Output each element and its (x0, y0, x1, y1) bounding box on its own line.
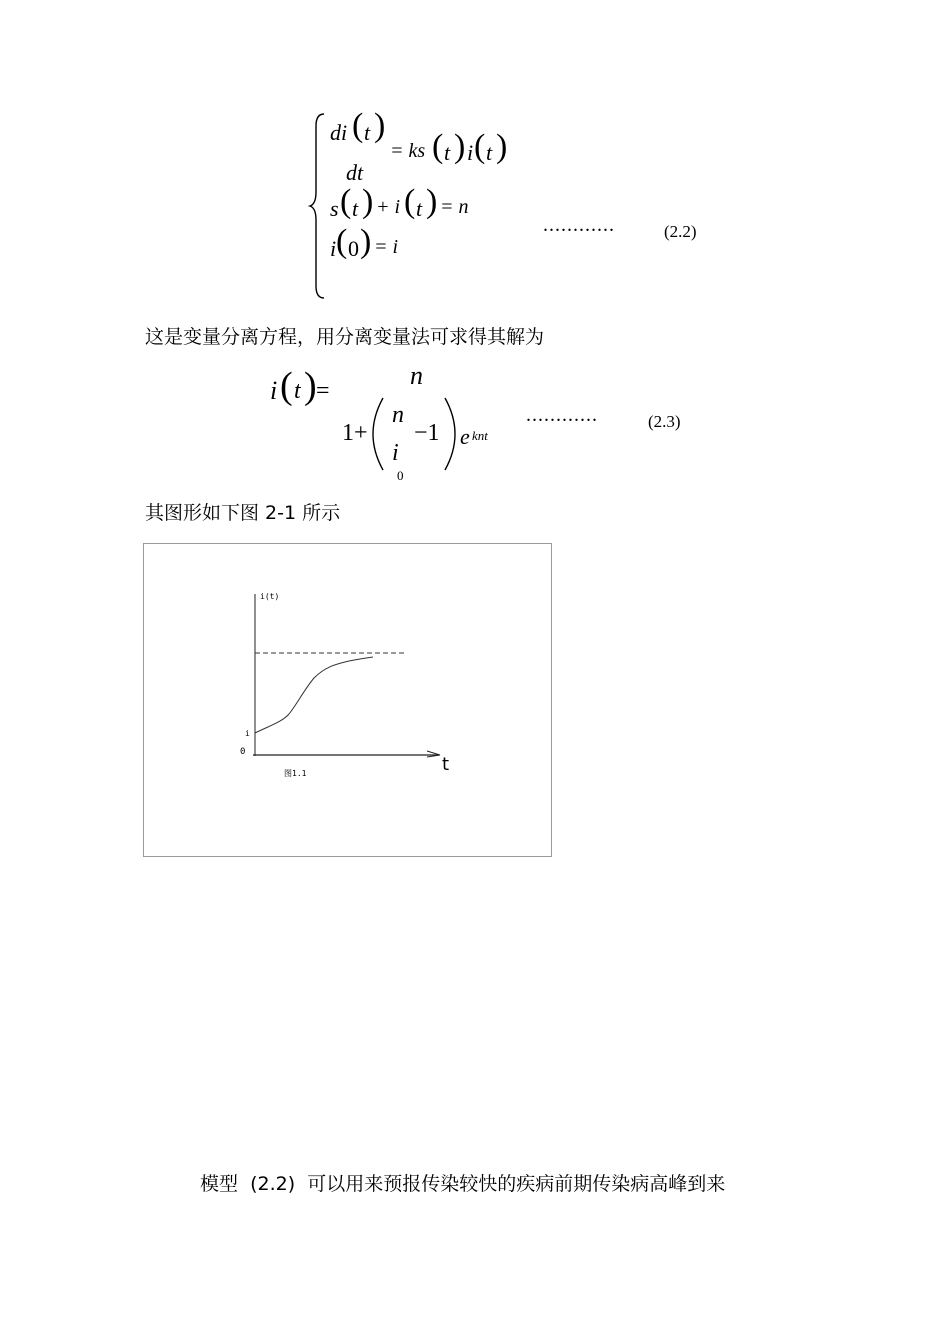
eq22-plus-i: + i (376, 196, 401, 218)
y-tick-i: i (245, 729, 250, 738)
eq23-eq: = (316, 378, 330, 404)
paren-open: ( (340, 183, 352, 220)
eq23-label: (2.3) (648, 412, 681, 431)
paren-close: ) (454, 128, 466, 165)
eq22-eq-n: = n (440, 196, 469, 218)
eq22-rhs-t2: t (486, 140, 493, 165)
eq22-di: di (330, 120, 348, 145)
eq23-one-plus: 1+ (342, 420, 368, 446)
paren-open: ( (336, 223, 348, 260)
x-axis-arrow (427, 751, 440, 757)
origin-label: 0 (240, 747, 246, 757)
eq22-t: t (364, 120, 371, 145)
figure-caption: 图1.1 (284, 769, 307, 778)
eq23-inner-sub: 0 (397, 468, 404, 483)
y-axis-label: i(t) (260, 592, 280, 601)
eq23-minus-one: −1 (414, 420, 440, 446)
paren-close: ) (304, 365, 317, 407)
paren-open: ( (474, 128, 486, 165)
eq22-s-t: t (352, 196, 359, 221)
paren-close: ) (360, 223, 372, 260)
eq23-lhs-i: i (270, 376, 278, 405)
x-axis-label: t (442, 754, 450, 775)
eq23-inner-i: i (392, 440, 399, 466)
infection-curve (255, 657, 373, 733)
eq22-rhs-i: i (467, 140, 474, 165)
eq23-e: e (460, 424, 470, 449)
eq22-paren-open: ( (352, 107, 364, 144)
eq22-rhs-t1: t (444, 140, 451, 165)
eq22-dt: dt (346, 160, 364, 185)
left-brace (308, 112, 328, 302)
paragraph-solution-intro: 这是变量分离方程，用分离变量法可求得其解为 (145, 326, 545, 348)
eq22-rhs: = ks (390, 140, 426, 162)
figure-2-1 (143, 543, 552, 857)
paren-close: ) (426, 183, 438, 220)
eq23-big-paren-left (370, 396, 386, 472)
eq22-s: s (330, 196, 339, 221)
eq23-numerator: n (410, 361, 423, 390)
eq23-big-paren-right (442, 396, 458, 472)
eq23-exponent: knt (472, 428, 488, 443)
eq22-eq-i: = i (374, 236, 399, 258)
eq23-dots: ............ (526, 404, 598, 426)
eq23-inner-n: n (392, 402, 404, 428)
paren-close: ) (362, 183, 374, 220)
paragraph-model-usage: 模型 (2.2) 可以用来预报传染较快的疾病前期传染病高峰到来 (200, 1173, 726, 1195)
figure-reference-text: 其图形如下图 2-1 所示 (145, 502, 341, 524)
eq22-dots: ............ (543, 214, 615, 236)
paren-open: ( (280, 365, 293, 407)
paren-open: ( (404, 183, 416, 220)
logistic-curve-plot (144, 544, 551, 856)
eq22-paren-close: ) (374, 107, 386, 144)
paren-open: ( (432, 128, 444, 165)
eq22-i-t: t (416, 196, 423, 221)
eq22-label: (2.2) (664, 222, 697, 241)
eq23-lhs-t: t (294, 378, 301, 404)
eq22-zero: 0 (348, 236, 359, 261)
eq22-i0: i (330, 236, 337, 261)
paren-close: ) (496, 128, 508, 165)
